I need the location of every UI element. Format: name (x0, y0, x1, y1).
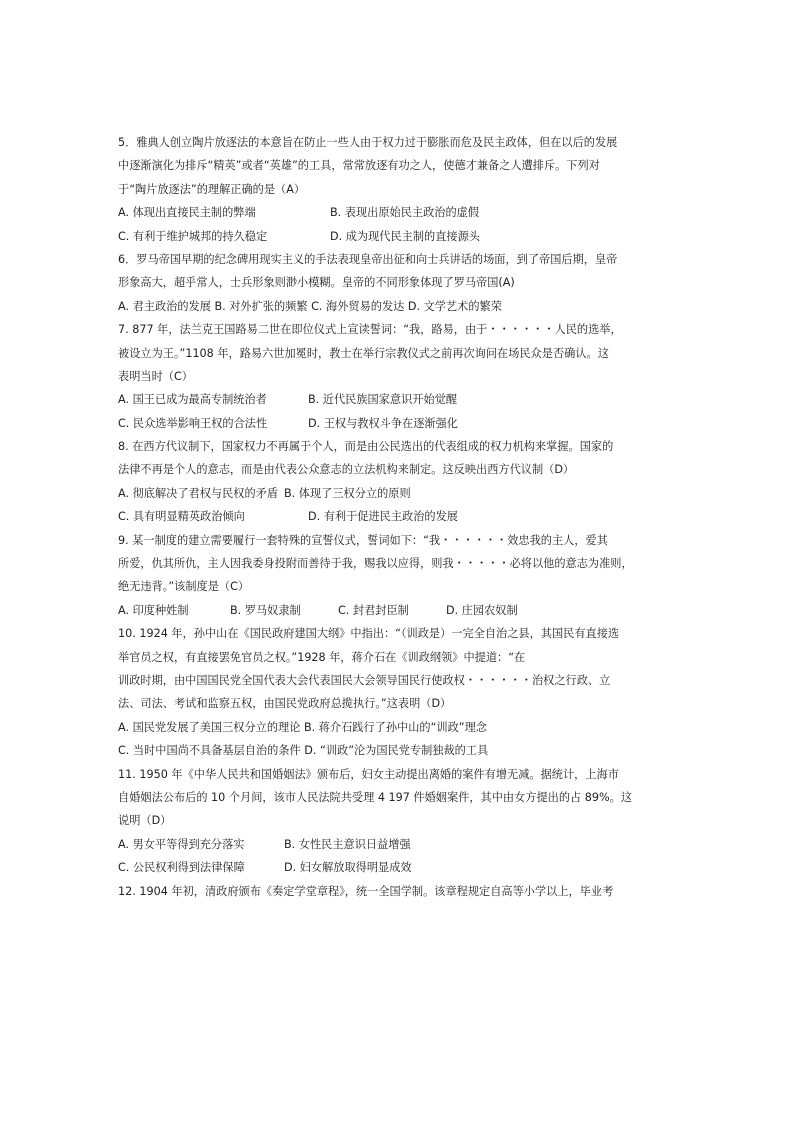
question-text: 法、司法、考试和监察五权，由国民党政府总揽执行。”这表明（D） (118, 697, 452, 711)
option-c: C. 有利于维护城邦的持久稳定 (118, 229, 268, 243)
option-b: B. 表现出原始民主政治的虚假 (330, 206, 480, 220)
question-text: 被设立为王。”1108 年，路易六世加冕时，教士在举行宗教仪式之前再次询问在场民众是否确认。这 (118, 346, 609, 360)
option-d: D. 有利于促进民主政治的发展 (308, 510, 458, 524)
option-row (118, 412, 663, 435)
question-text: 法律不再是个人的意志，而是由代表公众意志的立法机构来制定。这反映出西方代议制（D） (118, 463, 575, 477)
option-row (118, 225, 663, 248)
option-a: A. 体现出直接民主制的弊端 (118, 206, 256, 220)
question-text: 10. 1924 年，孙中山在《国民政府建国大纲》中指出：“（训政是）一完全自治之县，其国民有直接选 (118, 627, 620, 641)
option-b: B. 女性民主意识日益增强 (284, 837, 411, 851)
question-text: 7. 877 年，法兰克王国路易二世在即位仪式上宣读誓词：“我，路易，由于・・・・・・人民的选举， (118, 323, 622, 337)
option-b: B. 罗马奴隶制 (230, 603, 301, 617)
question-text: 12. 1904 年初，清政府颁布《奏定学堂章程》，统一全国学制。该章程规定自高等小学以上，毕业考 (118, 884, 614, 898)
question-list (118, 131, 663, 903)
question-text: 训政时期，由中国国民党全国代表大会代表国民大会领导国民行使政权・・・・・・治权之行政、立 (118, 673, 611, 687)
question-text: 自婚姻法公布后的 10 个月间，该市人民法院共受理 4 197 件婚姻案件，其中由女方提出的占 89%。这 (118, 790, 633, 804)
option-a: A. 男女平等得到充分落实 (118, 837, 245, 851)
option-row (118, 856, 663, 879)
question-text: 表明当时（C） (118, 369, 193, 383)
question-text: 于“陶片放逐法”的理解正确的是（A） (118, 182, 306, 196)
question-text: 举官员之权，有直接罢免官员之权。”1928 年，蒋介石在《训政纲领》中提道：“在 (118, 650, 526, 664)
option-a: A. 国王已成为最高专制统治者 (118, 393, 267, 407)
option-d: D. 王权与教权斗争在逐渐强化 (308, 416, 458, 430)
option-d: D. 妇女解放取得明显成效 (284, 861, 412, 875)
option-row: C. 当时中国尚不具备基层自治的条件 D. “训政”沦为国民党专制独裁的工具 (118, 744, 489, 758)
option-a: A. 印度种姓制 (118, 603, 189, 617)
option-d: D. 成为现代民主制的直接源头 (330, 229, 480, 243)
option-row: A. 国民党发展了美国三权分立的理论 B. 蒋介石践行了孙中山的“训政”理念 (118, 720, 487, 734)
option-c: C. 公民权利得到法律保障 (118, 861, 245, 875)
question-7 (118, 318, 663, 435)
question-text: 5．雅典人创立陶片放逐法的本意旨在防止一些人由于权力过于膨胀而危及民主政体，但在以后的发展 (118, 136, 618, 149)
option-c: C. 具有明显精英政治倾向 (118, 510, 245, 524)
question-text: 9. 某一制度的建立需要履行一套特殊的宣誓仪式，誓词如下：“我・・・・・・效忠我的主人，爱其 (118, 533, 608, 547)
question-text: 所爱，仇其所仇，主人因我委身投附而善待于我，赐我以应得，则我・・・・・必将以他的意志为准则， (118, 557, 633, 571)
question-text: 中逐渐演化为排斥“精英”或者“英雄”的工具，常常放逐有功之人，使德才兼备之人遭排斥。下列对 (118, 159, 600, 173)
option-row (118, 388, 663, 411)
option-c: C. 民众选举影响王权的合法性 (118, 416, 268, 430)
option-row (118, 505, 663, 528)
question-6 (118, 248, 663, 318)
question-10 (118, 622, 663, 762)
option-a: A. 彻底解决了君权与民权的矛盾 (118, 486, 279, 500)
option-b: B. 近代民族国家意识开始觉醒 (308, 393, 458, 407)
option-row (118, 482, 663, 505)
option-row (118, 201, 663, 224)
question-text: 6．罗马帝国早期的纪念碑用现实主义的手法表现皇帝出征和向士兵讲话的场面，到了帝国后期，皇帝 (118, 252, 618, 266)
question-12 (118, 880, 663, 903)
option-row: A. 君主政治的发展 B. 对外扩张的频繁 C. 海外贸易的发达 D. 文学艺术的繁荣 (118, 299, 502, 313)
option-c: C. 封君封臣制 (338, 603, 409, 617)
option-row (118, 599, 663, 622)
question-text: 说明（D） (118, 814, 172, 828)
option-row (118, 833, 663, 856)
option-d: D. 庄园农奴制 (446, 603, 518, 617)
question-8 (118, 435, 663, 529)
question-9 (118, 529, 663, 623)
question-text: 8. 在西方代议制下，国家权力不再属于个人，而是由公民选出的代表组成的权力机构来掌握。国家的 (118, 440, 614, 454)
question-text: 11. 1950 年《中华人民共和国婚姻法》颁布后，妇女主动提出离婚的案件有增无减。据统计，上海市 (118, 767, 619, 781)
question-5 (118, 131, 663, 248)
question-11 (118, 763, 663, 880)
option-b: B. 体现了三权分立的原则 (284, 486, 411, 500)
question-text: 绝无违背。”该制度是（C） (118, 580, 250, 594)
question-text: 形象高大，超乎常人，士兵形象则渺小模糊。皇帝的不同形象体现了罗马帝国(A) (118, 276, 515, 290)
